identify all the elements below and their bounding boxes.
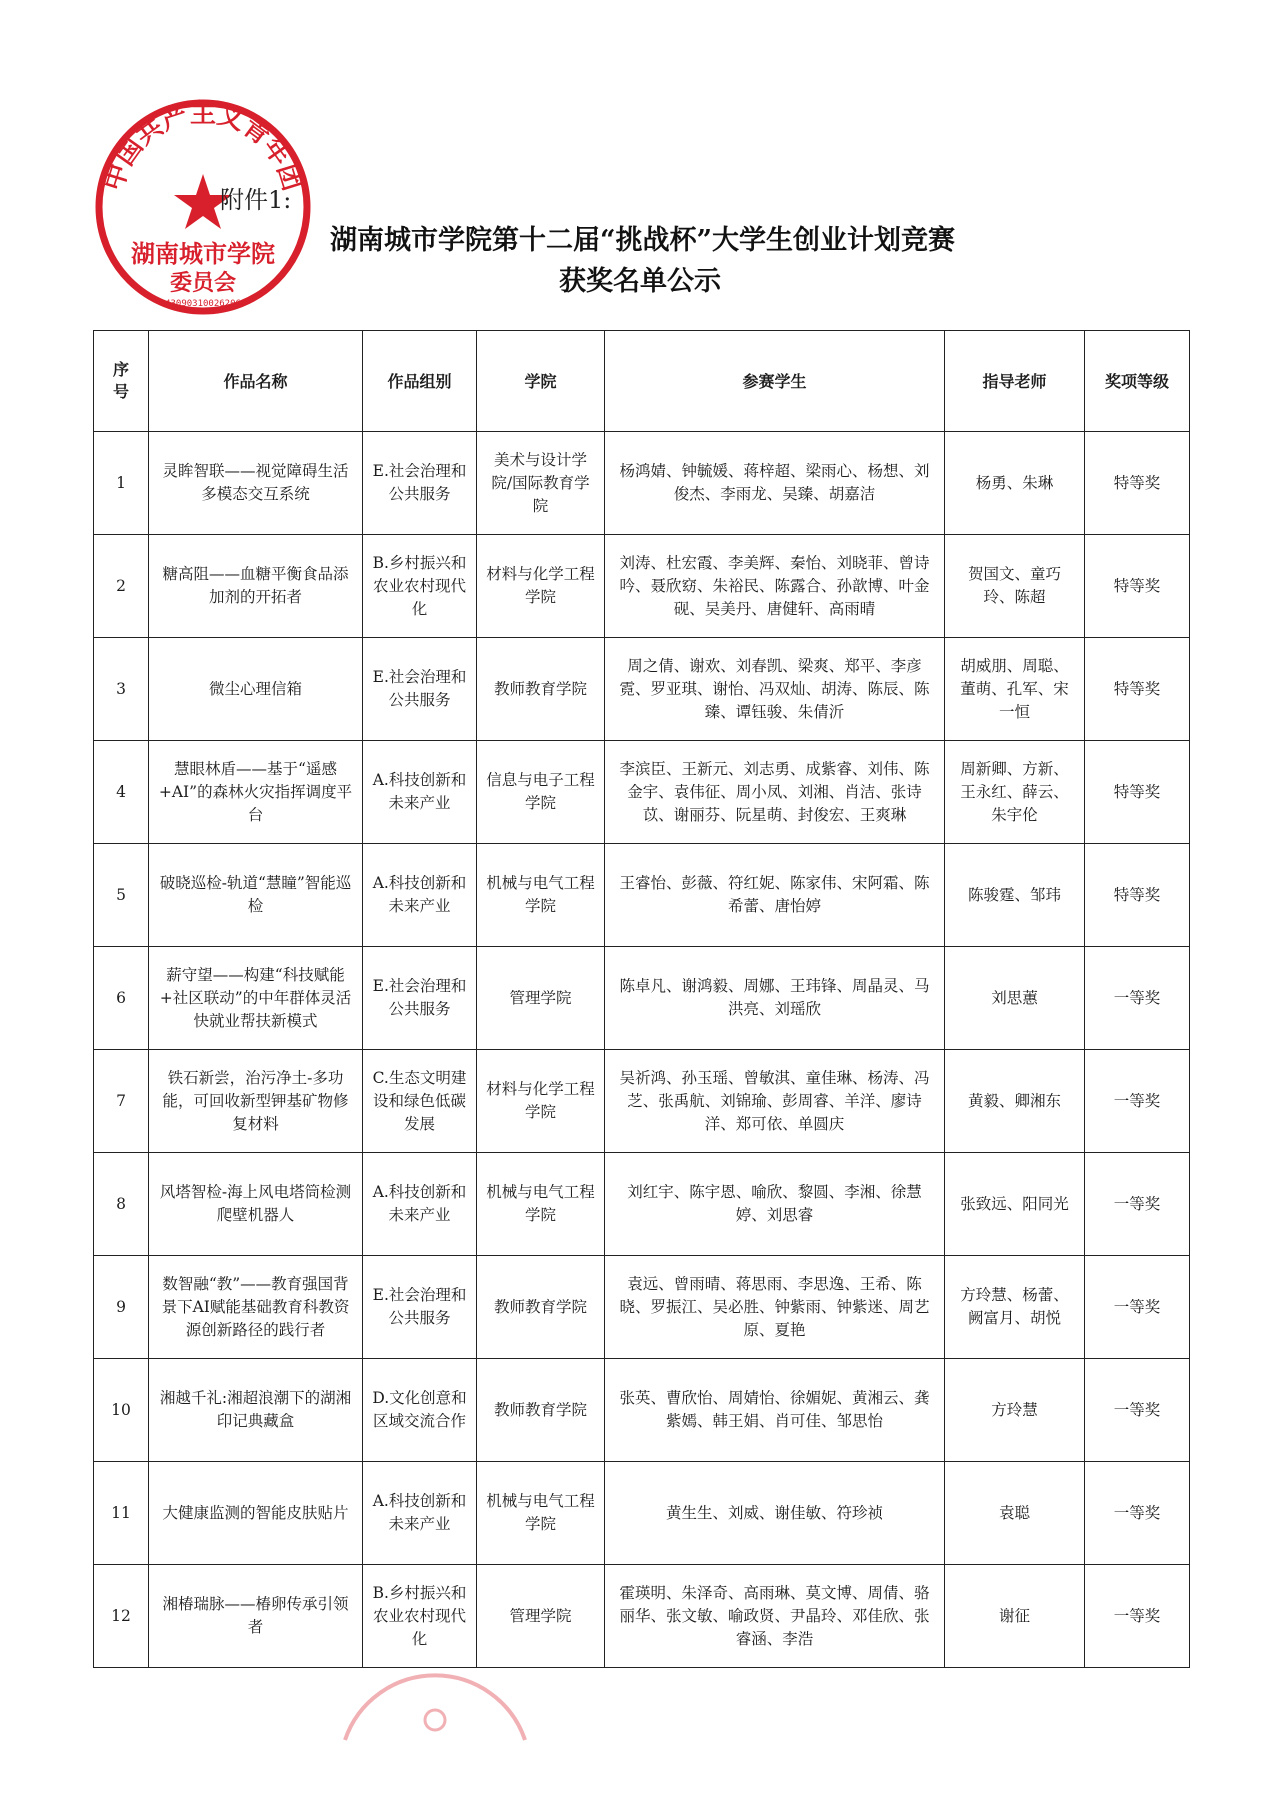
cell-no: 5 (94, 844, 149, 947)
cell-students: 霍瑛明、朱泽奇、高雨琳、莫文博、周倩、骆丽华、张文敏、喻政贤、尹晶玲、邓佳欣、张睿涵、李浩 (605, 1565, 945, 1668)
table-row (94, 947, 1190, 1050)
cell-students: 袁远、曾雨晴、蒋思雨、李思逸、王希、陈晓、罗振江、吴必胜、钟紫雨、钟紫迷、周艺原、夏艳 (605, 1256, 945, 1359)
cell-no: 1 (94, 432, 149, 535)
cell-no: 4 (94, 741, 149, 844)
header-teacher: 指导老师 (945, 331, 1085, 432)
cell-level: 一等奖 (1085, 1050, 1190, 1153)
table-row (94, 1050, 1190, 1153)
cell-teacher: 杨勇、朱琳 (945, 432, 1085, 535)
table-row (94, 741, 1190, 844)
cell-name: 风塔智检-海上风电塔筒检测爬壁机器人 (149, 1153, 363, 1256)
table-row (94, 844, 1190, 947)
cell-category: E.社会治理和公共服务 (363, 638, 477, 741)
svg-text:委员会: 委员会 (169, 271, 237, 296)
cell-category: E.社会治理和公共服务 (363, 1256, 477, 1359)
cell-school: 机械与电气工程学院 (477, 1462, 605, 1565)
cell-students: 黄生生、刘威、谢佳敏、符珍祯 (605, 1462, 945, 1565)
cell-teacher: 黄毅、卿湘东 (945, 1050, 1085, 1153)
cell-no: 3 (94, 638, 149, 741)
cell-level: 一等奖 (1085, 1462, 1190, 1565)
table-row (94, 638, 1190, 741)
cell-students: 李滨臣、王新元、刘志勇、成紫睿、刘伟、陈金宇、袁伟征、周小凤、刘湘、肖洁、张诗苡、谢丽芬、阮星萌、封俊宏、王爽琳 (605, 741, 945, 844)
attachment-label: 附件1: (220, 186, 292, 214)
svg-text:湖南城市学院: 湖南城市学院 (131, 240, 275, 268)
cell-name: 慧眼林盾——基于“遥感+AI”的森林火灾指挥调度平台 (149, 741, 363, 844)
cell-teacher: 谢征 (945, 1565, 1085, 1668)
cell-name: 数智融“教”——教育强国背景下AI赋能基础教育科教资源创新路径的践行者 (149, 1256, 363, 1359)
cell-no: 9 (94, 1256, 149, 1359)
cell-school: 美术与设计学院/国际教育学院 (477, 432, 605, 535)
cell-teacher: 胡威朋、周聪、董萌、孔军、宋一恒 (945, 638, 1085, 741)
table-row (94, 1565, 1190, 1668)
cell-school: 管理学院 (477, 947, 605, 1050)
cell-students: 周之倩、谢欢、刘春凯、梁爽、郑平、李彦霓、罗亚琪、谢怡、冯双灿、胡涛、陈辰、陈臻、谭钰骏、朱倩沂 (605, 638, 945, 741)
cell-teacher: 刘思蕙 (945, 947, 1085, 1050)
cell-name: 湘越千礼:湘超浪潮下的湖湘印记典藏盒 (149, 1359, 363, 1462)
cell-level: 特等奖 (1085, 741, 1190, 844)
cell-name: 湘椿瑞脉——椿卵传承引领者 (149, 1565, 363, 1668)
cell-name: 灵眸智联——视觉障碍生活多模态交互系统 (149, 432, 363, 535)
cell-no: 6 (94, 947, 149, 1050)
cell-teacher: 陈骏霆、邹玮 (945, 844, 1085, 947)
cell-no: 7 (94, 1050, 149, 1153)
table-row (94, 432, 1190, 535)
cell-teacher: 方玲慧 (945, 1359, 1085, 1462)
header-no: 序号 (94, 331, 149, 432)
faded-stamp-mark (335, 1640, 535, 1750)
cell-no: 8 (94, 1153, 149, 1256)
table-row (94, 1462, 1190, 1565)
header-school: 学院 (477, 331, 605, 432)
cell-category: A.科技创新和未来产业 (363, 1153, 477, 1256)
cell-level: 特等奖 (1085, 432, 1190, 535)
table-header-row (94, 331, 1190, 432)
cell-level: 一等奖 (1085, 1565, 1190, 1668)
cell-school: 机械与电气工程学院 (477, 844, 605, 947)
cell-no: 2 (94, 535, 149, 638)
cell-level: 一等奖 (1085, 1153, 1190, 1256)
cell-category: A.科技创新和未来产业 (363, 844, 477, 947)
cell-no: 11 (94, 1462, 149, 1565)
cell-students: 刘涛、杜宏霞、李美辉、秦怡、刘晓菲、曾诗吟、聂欣窈、朱裕民、陈露合、孙歆博、叶金砚、吴美丹、唐健轩、高雨晴 (605, 535, 945, 638)
cell-school: 机械与电气工程学院 (477, 1153, 605, 1256)
table-row (94, 1256, 1190, 1359)
cell-level: 一等奖 (1085, 1256, 1190, 1359)
cell-teacher: 方玲慧、杨蕾、阙富月、胡悦 (945, 1256, 1085, 1359)
cell-category: E.社会治理和公共服务 (363, 432, 477, 535)
document-subtitle: 获奖名单公示 (559, 266, 721, 297)
cell-category: D.文化创意和区域交流合作 (363, 1359, 477, 1462)
table-row (94, 1153, 1190, 1256)
svg-text:中国共产主义青年团: 中国共产主义青年团 (98, 98, 308, 195)
cell-category: B.乡村振兴和农业农村现代化 (363, 535, 477, 638)
cell-level: 特等奖 (1085, 638, 1190, 741)
cell-level: 一等奖 (1085, 947, 1190, 1050)
cell-teacher: 张致远、阳同光 (945, 1153, 1085, 1256)
cell-school: 材料与化学工程学院 (477, 535, 605, 638)
cell-students: 刘红宇、陈宇恩、喻欣、黎圆、李湘、徐慧婷、刘思睿 (605, 1153, 945, 1256)
cell-teacher: 贺国文、童巧玲、陈超 (945, 535, 1085, 638)
cell-students: 吴祈鸿、孙玉瑶、曾敏淇、童佳琳、杨涛、冯芝、张禹航、刘锦瑜、彭周睿、羊洋、廖诗洋、郑可依、单圆庆 (605, 1050, 945, 1153)
cell-no: 12 (94, 1565, 149, 1668)
cell-school: 信息与电子工程学院 (477, 741, 605, 844)
cell-name: 铁石新尝，治污净土-多功能，可回收新型钾基矿物修复材料 (149, 1050, 363, 1153)
table-row (94, 535, 1190, 638)
cell-no: 10 (94, 1359, 149, 1462)
cell-name: 大健康监测的智能皮肤贴片 (149, 1462, 363, 1565)
table-body (94, 432, 1190, 1668)
cell-name: 糖高阻——血糖平衡食品添加剂的开拓者 (149, 535, 363, 638)
table-row (94, 1359, 1190, 1462)
cell-category: A.科技创新和未来产业 (363, 1462, 477, 1565)
cell-name: 破晓巡检-轨道“慧瞳”智能巡检 (149, 844, 363, 947)
award-table (93, 330, 1190, 1668)
cell-level: 一等奖 (1085, 1359, 1190, 1462)
cell-school: 教师教育学院 (477, 638, 605, 741)
cell-name: 薪守望——构建“科技赋能+社区联动”的中年群体灵活快就业帮扶新模式 (149, 947, 363, 1050)
document-title: 湖南城市学院第十二届“挑战杯”大学生创业计划竞赛 (330, 225, 956, 256)
cell-category: C.生态文明建设和绿色低碳发展 (363, 1050, 477, 1153)
cell-category: B.乡村振兴和农业农村现代化 (363, 1565, 477, 1668)
header-category: 作品组别 (363, 331, 477, 432)
header-students: 参赛学生 (605, 331, 945, 432)
cell-students: 王睿怡、彭薇、符红妮、陈家伟、宋阿霜、陈希蕾、唐怡婷 (605, 844, 945, 947)
cell-teacher: 袁聪 (945, 1462, 1085, 1565)
header-level: 奖项等级 (1085, 331, 1190, 432)
cell-students: 陈卓凡、谢鸿毅、周娜、王玮锋、周晶灵、马洪亮、刘瑶欣 (605, 947, 945, 1050)
cell-level: 特等奖 (1085, 535, 1190, 638)
cell-level: 特等奖 (1085, 844, 1190, 947)
cell-school: 教师教育学院 (477, 1256, 605, 1359)
cell-school: 管理学院 (477, 1565, 605, 1668)
cell-students: 杨鸿婧、钟毓媛、蒋梓超、梁雨心、杨想、刘俊杰、李雨龙、吴臻、胡嘉洁 (605, 432, 945, 535)
cell-students: 张英、曹欣怡、周婧怡、徐媚妮、黄湘云、龚紫嫣、韩王娟、肖可佳、邹思怡 (605, 1359, 945, 1462)
cell-school: 材料与化学工程学院 (477, 1050, 605, 1153)
cell-teacher: 周新卿、方新、王永红、薛云、朱宇伦 (945, 741, 1085, 844)
svg-text:43090310026206: 43090310026206 (165, 299, 241, 309)
header-name: 作品名称 (149, 331, 363, 432)
cell-name: 微尘心理信箱 (149, 638, 363, 741)
cell-category: E.社会治理和公共服务 (363, 947, 477, 1050)
cell-school: 教师教育学院 (477, 1359, 605, 1462)
cell-category: A.科技创新和未来产业 (363, 741, 477, 844)
